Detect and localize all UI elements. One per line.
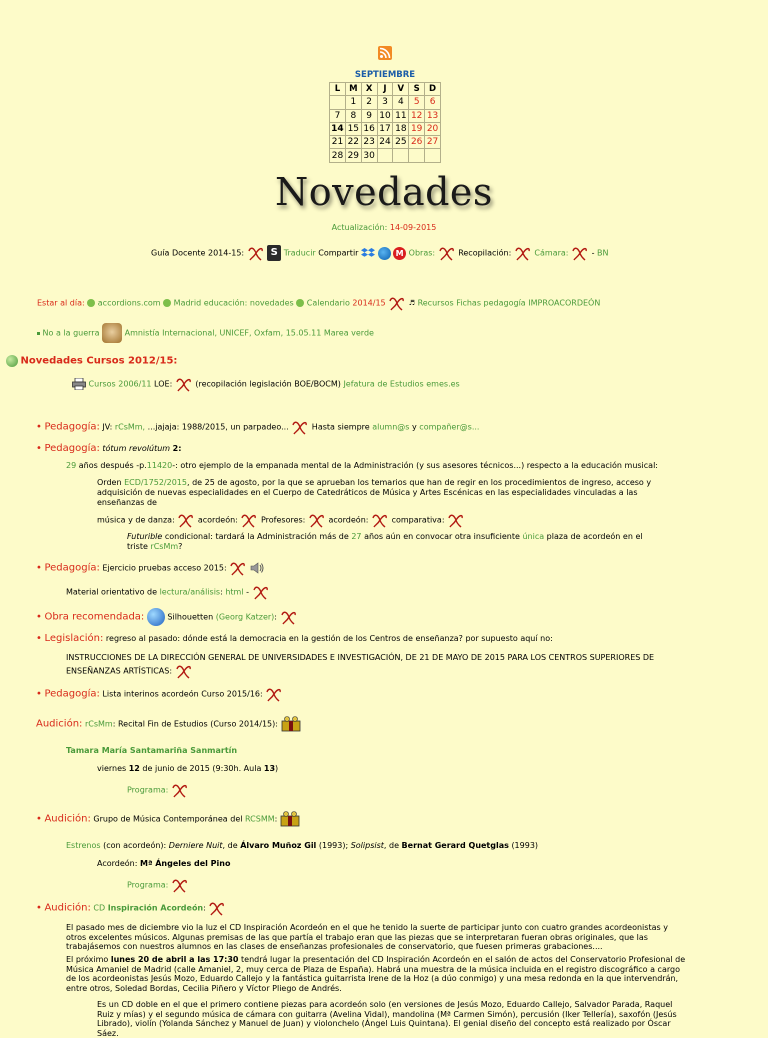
lectura-link[interactable]: lectura/análisis [159, 587, 221, 597]
triste-text: triste [127, 542, 148, 551]
rss-icon[interactable] [378, 46, 392, 60]
printer-icon[interactable] [72, 378, 86, 390]
calendar-day [330, 96, 346, 109]
inspiracion-title: Inspiración Acordeón [107, 903, 204, 913]
pedagogia-1 [36, 419, 479, 435]
hasta-text: Hasta siempre [311, 422, 370, 432]
calendar-week [330, 109, 441, 122]
viernes-13: 13 [263, 764, 276, 773]
pedagogia-3 [36, 560, 264, 576]
viernes-row [97, 763, 278, 774]
calendar-day[interactable]: 15 [345, 122, 361, 135]
colon: : [274, 612, 277, 622]
calendar-day[interactable]: 18 [393, 122, 409, 135]
calendario-link[interactable]: Calendario [306, 298, 350, 308]
impro-link[interactable]: IMPROACORDEÓN [528, 298, 601, 308]
calendar-day[interactable]: 30 [361, 149, 377, 162]
orden-para [97, 478, 657, 508]
calendar-day-header: V [393, 83, 409, 96]
audicion-2 [36, 811, 300, 827]
para-3: Es un CD doble en el que el primero contiene piezas para acordeón solo (en versiones de Jesús Mozo, Eduardo Callejo, Salvador Parada, Raquel Ruiz y mías) y el segundo música de cámara con guitarra (Avelina Vidal), mandolina (Mª Carmen Simón), percusión (Iker Tellería), saxofón (Jesús Librado), violín (Yolanda Sánchez y Manuel de Juan) y violonchelo (Ángel Luis Quintana). El genial diseño del concepto está realizado por Óscar Sáez. [97, 1000, 677, 1038]
totum-text: tótum revolútum [102, 444, 171, 453]
calendar-day[interactable]: 23 [361, 136, 377, 149]
derniere-title: Derniere Nuit [168, 841, 223, 850]
futurible-c: años aún en convocar otra insuficiente [364, 532, 520, 541]
obras-link[interactable]: Obras: [408, 248, 436, 258]
angeles-name: Mª Ángeles del Pino [139, 859, 231, 868]
colon: : [203, 903, 206, 913]
calendar-day[interactable]: 20 [425, 122, 441, 135]
calendar-day-header: L [330, 83, 346, 96]
futurible-d: plaza de acordeón en el [546, 532, 643, 541]
para2-b: tendrá lugar la presentación del CD Inspiración Acordeón en el salón de actos del Conservatorio Profesional de Música Amaniel de Madrid (calle Amaniel, 2, muy cerca de Plaza de España). Habrá una muestra de la música incluida en el registro discográfico a cargo de los acordeonistas Jesús Mozo, Eduardo Callejo y la fantástica guitarrista Irene de la Hoz (a dúo conmigo) y una mesa redonda en la que intervendrán, entre otros, Soledad Bordas, Cecilia Piñero y Víctor Pliego de Andrés. [66, 955, 686, 993]
bullet: • [36, 633, 42, 644]
alvaro-name: Álvaro Muñoz Gil [240, 841, 317, 850]
bullet: • [36, 813, 42, 825]
para-2 [66, 955, 686, 993]
p2-line1a: años después -p. [78, 461, 147, 470]
dash: - [246, 587, 249, 597]
programa-link[interactable]: Programa: [127, 785, 169, 795]
unica-link[interactable]: única [522, 532, 545, 541]
recopilacion-label: Recopilación: [458, 248, 512, 258]
cursos-header [6, 355, 177, 367]
de-text: , de [383, 841, 399, 850]
pdf-icon[interactable] [388, 295, 406, 311]
calendar-day-header: X [361, 83, 377, 96]
years-29-link[interactable]: 29 [66, 461, 77, 470]
programa-1 [127, 782, 189, 798]
toolbar-row [151, 245, 609, 261]
guia-label: Guía Docente 2014-15: [151, 248, 245, 258]
material-text: Material orientativo de [66, 587, 158, 597]
instrucciones-text: INSTRUCCIONES DE LA DIRECCIÓN GENERAL DE UNIVERSIDADES E INVESTIGACIÓN, DE 21 DE MAYO DE 2015 PARA LOS CENTROS SUPERIORES DE ENSEÑANZAS ARTÍSTICAS: [66, 653, 655, 676]
bullet: • [36, 688, 42, 700]
viernes-b: de junio de 2015 (9:30h. Aula [142, 764, 262, 773]
pdf-icon[interactable] [438, 245, 456, 261]
colon: : [274, 814, 278, 824]
bn-link[interactable]: BN [597, 248, 609, 258]
guerra-link[interactable]: No a la guerra [42, 328, 100, 338]
calendar-day[interactable]: 24 [377, 136, 393, 149]
legislacion-row [36, 633, 553, 644]
calendar-day[interactable]: 4 [393, 96, 409, 109]
pdf-icon[interactable] [571, 245, 589, 261]
link-icon [87, 299, 95, 307]
calendar-day[interactable]: 17 [377, 122, 393, 135]
para2-date: lunes 20 de abril a las 17:30 [110, 955, 239, 964]
aud2-text: Grupo de Música Contemporánea del [93, 814, 243, 824]
material-row [66, 584, 270, 600]
calendar-day[interactable]: 3 [377, 96, 393, 109]
silhouetten-text: Silhouetten [167, 612, 214, 622]
bullet-icon [37, 332, 40, 335]
viernes-12: 12 [128, 764, 140, 773]
pdf-icon[interactable] [229, 560, 247, 576]
pdf-icon[interactable] [171, 782, 189, 798]
calendar-day[interactable]: 1 [345, 96, 361, 109]
section-label: Obra recomendada: [44, 611, 145, 623]
year-text: (1993) [511, 841, 539, 850]
section-label: Pedagogía: [44, 688, 100, 700]
estar-label: Estar al día: [37, 298, 85, 308]
p11420-link[interactable]: 11420 [146, 461, 173, 470]
calendar-day-header: M [345, 83, 361, 96]
skull-icon[interactable] [102, 323, 122, 343]
dropbox-icon[interactable] [361, 247, 375, 259]
para2-a: El próximo [66, 955, 109, 964]
cursos-row [72, 376, 460, 392]
calendar-day [409, 149, 425, 162]
recursos-link[interactable]: Recursos Fichas pedagogía [417, 298, 526, 308]
section-label: Pedagogía: [44, 443, 100, 454]
calendar-day[interactable]: 25 [393, 136, 409, 149]
calendar-day[interactable]: 5 [409, 96, 425, 109]
s-icon[interactable]: S [267, 245, 281, 261]
p2-line1b: -: otro ejemplo de la empanada mental de la Administración (y sus asesores técnicos...) respecto a la educación musical: [172, 461, 658, 470]
traducir-link[interactable]: Traducir [283, 248, 316, 258]
calendar-day[interactable]: 19 [409, 122, 425, 135]
programa-link[interactable]: Programa: [127, 880, 169, 890]
companeros-link[interactable]: compañer@s... [419, 422, 480, 432]
calendar-week [330, 149, 441, 162]
audicion-3 [36, 900, 226, 916]
year-text: (1993); [318, 841, 349, 850]
pdf-icon[interactable] [447, 512, 465, 528]
pdf-icon[interactable] [265, 686, 283, 702]
pdf-icon[interactable] [291, 419, 309, 435]
calendar-week [330, 96, 441, 109]
compartir-label: Compartir [318, 248, 359, 258]
triste-q: ? [178, 542, 183, 551]
section-label: Pedagogía: [44, 562, 100, 574]
gift-icon[interactable] [280, 811, 300, 827]
recop-text: (recopilación legislación BOE/BOCM) [195, 379, 341, 389]
calendar-day[interactable]: 14 [331, 124, 344, 135]
bullet: • [36, 562, 42, 574]
estar-row [37, 295, 600, 311]
cursos-title: Novedades Cursos 2012/15: [20, 355, 178, 367]
pdf-icon[interactable] [252, 584, 270, 600]
calendar-day-header: S [409, 83, 425, 96]
globe-icon[interactable] [147, 608, 165, 626]
comparativa-text: comparativa: [391, 515, 445, 525]
instrucciones-para [66, 653, 666, 679]
green-globe-icon [6, 355, 18, 367]
novedades-link[interactable]: novedades [249, 298, 294, 308]
rcsmm-link[interactable]: RCSMM [245, 814, 275, 824]
calendar-grid [329, 82, 441, 163]
colon: : [220, 587, 223, 597]
pdf-icon[interactable] [280, 609, 298, 625]
calendar-week [330, 122, 441, 135]
calendar-day[interactable]: 28 [330, 149, 346, 162]
calendar-day[interactable]: 12 [409, 109, 425, 122]
link-icon [163, 299, 171, 307]
pdf-icon[interactable] [240, 512, 258, 528]
cd-link[interactable]: CD [93, 903, 106, 913]
accordions-link[interactable]: accordions.com [97, 298, 161, 308]
pdf-icon[interactable] [371, 512, 389, 528]
p4-text: Lista interinos acordeón Curso 2015/16: [102, 689, 263, 699]
obra-row [36, 608, 298, 626]
loe-label: LOE: [154, 379, 173, 389]
pdf-icon[interactable] [171, 877, 189, 893]
leg-text: regreso al pasado: dónde está la democracia en la gestión de los Centros de enseñanza? por supuesto aquí no: [105, 634, 553, 643]
programa-2 [127, 877, 189, 893]
estrenos-row [66, 840, 538, 851]
pdf-icon[interactable] [208, 900, 226, 916]
calendar-day[interactable]: 6 [425, 96, 441, 109]
calendar-day[interactable]: 11 [393, 109, 409, 122]
update-label: Actualización: [331, 223, 388, 232]
page-title: Novedades [275, 170, 493, 214]
katzer-link[interactable]: (Georg Katzer) [215, 612, 275, 622]
section-label: Pedagogía: [44, 421, 100, 433]
calendario-year-link[interactable]: 2014/15 [352, 298, 386, 308]
p3-text: Ejercicio pruebas acceso 2015: [102, 563, 227, 573]
pdf-icon[interactable] [175, 663, 193, 679]
pdf-icon[interactable] [308, 512, 326, 528]
calendar-day [377, 149, 393, 162]
update-date: 14-09-2015 [389, 223, 437, 232]
calendar [329, 68, 441, 163]
cursos-link[interactable]: Cursos 2006/11 [88, 379, 152, 389]
jefatura-link[interactable]: Jefatura de Estudios emes.es [343, 379, 460, 389]
amnistia-link[interactable]: Amnistía Internacional, UNICEF, Oxfam, 15.05.11 Marea verde [124, 328, 374, 338]
calendar-day-header: J [377, 83, 393, 96]
orden-link[interactable]: ECD/1752/2015 [124, 478, 187, 487]
audicion-1 [36, 716, 301, 732]
pedagogia-4 [36, 686, 283, 702]
pdf-icon[interactable] [514, 245, 532, 261]
music-note-icon: ♬ [408, 298, 416, 307]
futurible-b: condicional: tardará la Administración más de [164, 532, 349, 541]
para-1: El pasado mes de diciembre vio la luz el CD Inspiración Acordeón en el que he tenido la suerte de participar junto con cuatro grandes acordeonistas y otros excelentes músicos. Algunas premisas de las que partía el trabajo eran que las piezas que se interpretaran fueran obras originales, que las trabajásemos con nuestros alumnos en las clases de enseñanzas profesionales de conservatorio, que fuesen primeras grabaciones.... [66, 923, 668, 951]
acordeon-label: Acordeón: [97, 859, 138, 868]
years-27-link[interactable]: 27 [351, 532, 362, 541]
orden-b: , de 25 de agosto, por la que se aprueban los temarios que han de regir en los procedimientos de ingreso, acceso y adquisición de nuevas especialidades en el Cuerpo de Catedráticos de Música y Artes Escénicas en las especialidades vinculadas a las enseñanzas de [97, 478, 652, 507]
section-label: Audición: [44, 902, 91, 914]
calendar-day[interactable]: 13 [425, 109, 441, 122]
html-link[interactable]: html [225, 587, 244, 597]
calendar-day[interactable]: 10 [377, 109, 393, 122]
estrenos-b: (con acordeón): [103, 841, 167, 850]
calendar-month[interactable]: SEPTIEMBRE [354, 70, 416, 80]
de-text: , de [222, 841, 238, 850]
calendar-day [393, 149, 409, 162]
section-label: Audición: [36, 718, 83, 730]
section-label: Audición: [44, 813, 91, 825]
calendar-day[interactable]: 21 [330, 136, 346, 149]
link-icon [296, 299, 304, 307]
calendar-week [330, 136, 441, 149]
rcsmm-link[interactable]: rCsMm [84, 719, 113, 729]
gift-icon[interactable] [281, 716, 301, 732]
acordeon-text: acordeón: [197, 515, 238, 525]
pdf-icon[interactable] [247, 245, 265, 261]
calendar-day[interactable]: 27 [425, 136, 441, 149]
calendar-day[interactable]: 9 [361, 109, 377, 122]
camara-link[interactable]: Cámara: [534, 248, 569, 258]
calendar-day[interactable]: 8 [345, 109, 361, 122]
calendar-day[interactable]: 22 [345, 136, 361, 149]
calendar-day-header: D [425, 83, 441, 96]
viernes-a: viernes [97, 764, 127, 773]
calendar-day[interactable]: 7 [330, 109, 346, 122]
profesores-text: Profesores: [260, 515, 306, 525]
num-text: 2: [172, 444, 182, 453]
guerra-row [37, 323, 374, 343]
speaker-icon[interactable] [250, 562, 264, 574]
section-label: Legislación: [44, 633, 104, 644]
p1-text: ...jajaja: 1988/2015, un parpadeo... [147, 422, 289, 432]
update-line [0, 223, 768, 232]
bullet: • [36, 421, 42, 433]
acordeon-row [97, 858, 230, 869]
calendar-day[interactable]: 26 [409, 136, 425, 149]
futurible-para [127, 532, 647, 552]
solipsist-title: Solipsist [350, 841, 384, 850]
alumnos-link[interactable]: alumn@s [372, 422, 410, 432]
calendar-day[interactable]: 29 [345, 149, 361, 162]
orden-a: Orden [97, 478, 122, 487]
bernat-name: Bernat Gerard Quetglas [401, 841, 509, 850]
p2-line1 [66, 460, 658, 471]
aud1-text: : Recital Fin de Estudios (Curso 2014/15): [112, 719, 278, 729]
calendar-day[interactable]: 2 [361, 96, 377, 109]
musica-text: música y de danza: [97, 515, 175, 525]
madrid-link[interactable]: Madrid educación: [173, 298, 248, 308]
rcsmm-link[interactable]: rCsMm, [114, 422, 146, 432]
acordeon-text: acordeón: [328, 515, 369, 525]
pdf-icon[interactable] [177, 512, 195, 528]
pdf-icon[interactable] [175, 376, 193, 392]
estrenos-link[interactable]: Estrenos [66, 841, 101, 850]
share-circle-icon[interactable] [378, 247, 391, 260]
calendar-day[interactable]: 16 [361, 122, 377, 135]
futurible-label: Futurible [127, 532, 163, 541]
bullet: • [36, 611, 42, 623]
musica-row [97, 512, 465, 528]
bullet: • [36, 902, 42, 914]
pedagogia-2 [36, 443, 181, 454]
viernes-c: ) [275, 764, 279, 773]
calendar-day [425, 149, 441, 162]
triste-link[interactable]: rCsMm [150, 542, 179, 551]
bullet: • [36, 443, 42, 454]
y-text: y [412, 422, 417, 432]
jv-label: JV: [102, 422, 113, 432]
dash: - [591, 248, 595, 258]
tamara-name: Tamara María Santamariña Sanmartín [66, 746, 238, 755]
mega-icon[interactable]: M [393, 247, 406, 260]
